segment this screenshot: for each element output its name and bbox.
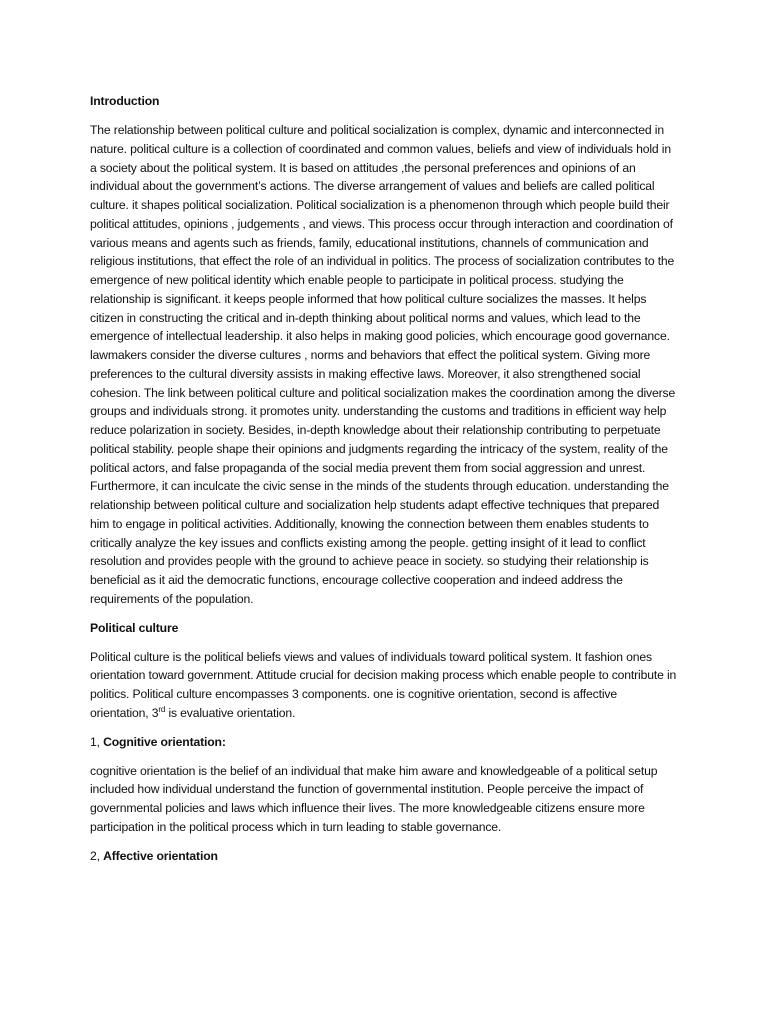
document-page: [90, 92, 678, 866]
political-culture-text-part2: is evaluative orientation.: [165, 705, 296, 720]
cognitive-orientation-paragraph: cognitive orientation is the belief of an individual that make him aware and knowledgeable of a political setup included how individual understand the function of governmental institution. People perceive the impact of governmental policies and laws which influence their lives. The more knowledgeable citizens ensure more participation in the political process which in turn leading to stable governance.: [90, 763, 658, 834]
ordinal-superscript: rd: [158, 704, 166, 714]
affective-orientation-heading: [90, 847, 678, 866]
political-culture-paragraph: [90, 648, 678, 723]
cognitive-orientation-heading: [90, 733, 678, 752]
introduction-paragraph: The relationship between political culture and political socialization is complex, dynamic and interconnected in nature. political culture is a collection of coordinated and common values, beliefs and view of individuals hold in a society about the political system. It is based on attitudes ,the personal preferences and opinions of an individual about the government’s actions. The diverse arrangement of values and beliefs are called political culture. it shapes political socialization. Political socialization is a phenomenon through which people build their political attitudes, opinions , judgements , and views. This process occur through interaction and coordination of various means and agents such as friends, family, educational institutions, channels of communication and religious institutions, that effect the role of an individual in politics. The process of socialization contributes to the emergence of new political identity which enable people to participate in political process. studying the relationship is significant. it keeps people informed that how political culture socializes the masses. It helps citizen in constructing the critical and in-depth thinking about political norms and values, which lead to the emergence of intellectual leadership. it also helps in making good policies, which encourage good governance. lawmakers consider the diverse cultures , norms and behaviors that effect the political system. Giving more preferences to the cultural diversity assists in making effective laws. Moreover, it also strengthened social cohesion. The link between political culture and political socialization makes the coordination among the diverse groups and individuals strong. it promotes unity. understanding the customs and traditions in efficient way help reduce polarization in society. Besides, in-depth knowledge about their relationship contributing to perpetuate political stability. people shape their opinions and judgments regarding the intricacy of the system, reality of the political actors, and false propaganda of the social media prevent them from social aggression and unrest. Furthermore, it can inculcate the civic sense in the minds of the students through education. understanding the relationship between political culture and socialization help students adapt effective techniques that prepared him to engage in political activities. Additionally, knowing the connection between them enables students to critically analyze the key issues and conflicts existing among the people. getting insight of it lead to conflict resolution and provides people with the ground to achieve peace in society. so studying their relationship is beneficial as it aid the democratic functions, encourage collective cooperation and indeed address the requirements of the population.: [90, 123, 676, 606]
cognitive-number: 1,: [90, 734, 104, 749]
political-culture-text-part1: Political culture is the political beliefs views and values of individuals toward political system. It fashion ones orientation toward government. Attitude crucial for decision making process which enable people to contribute in politics. Political culture encompasses 3 components. one is cognitive orientation, second is affective orientation, 3: [90, 649, 677, 720]
affective-heading-text: Affective orientation: [103, 848, 218, 863]
political-culture-heading: Political culture: [90, 620, 179, 635]
affective-number: 2,: [90, 848, 104, 863]
introduction-heading: Introduction: [90, 94, 160, 108]
cognitive-heading-text: Cognitive orientation:: [103, 734, 226, 749]
